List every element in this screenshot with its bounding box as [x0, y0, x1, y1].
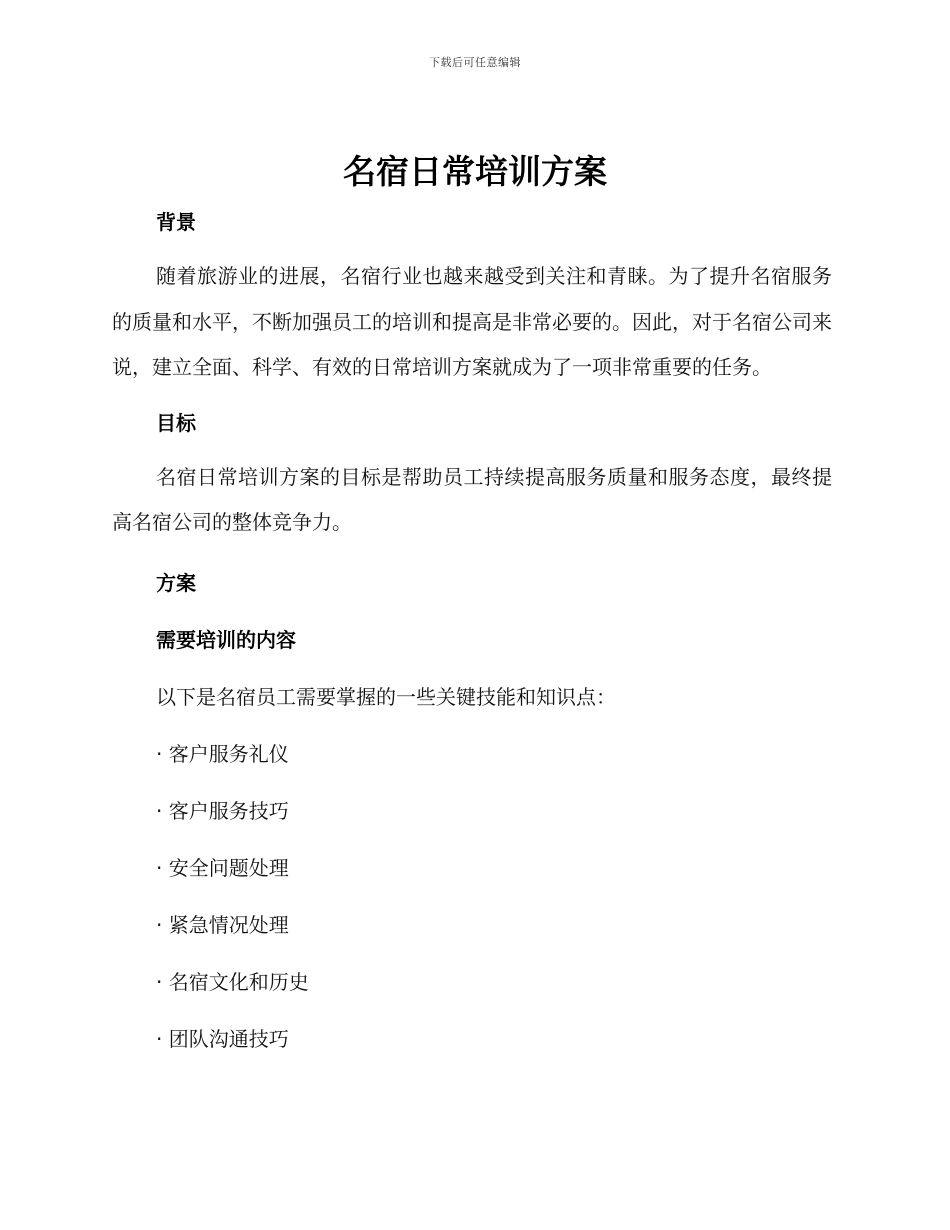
- page-header-note: 下载后可任意编辑: [429, 56, 521, 69]
- background-paragraph: 随着旅游业的进展，名宿行业也越来越受到关注和青睐。为了提升名宿服务的质量和水平，不断加强员工的培训和提高是非常必要的。因此，对于名宿公司来说，建立全面、科学、有效的日常培训方案就成为了一项非常重要的任务。: [112, 264, 832, 379]
- training-intro: 以下是名宿员工需要掌握的一些关键技能和知识点：: [156, 684, 616, 709]
- section-heading-goal: 目标: [156, 410, 196, 435]
- list-item: · 客户服务礼仪: [156, 741, 289, 766]
- goal-paragraph: 名宿日常培训方案的目标是帮助员工持续提高服务质量和服务态度，最终提高名宿公司的整体竞争力。: [112, 464, 832, 534]
- subsection-heading-training-content: 需要培训的内容: [156, 627, 296, 652]
- list-item: · 团队沟通技巧: [156, 1026, 289, 1051]
- list-item: · 紧急情况处理: [156, 912, 289, 937]
- list-item: · 名宿文化和历史: [156, 969, 309, 994]
- section-heading-background: 背景: [156, 210, 196, 234]
- document-title: 名宿日常培训方案: [343, 152, 607, 191]
- list-item: · 客户服务技巧: [156, 798, 289, 823]
- document-body: [112, 202, 832, 1059]
- section-heading-plan: 方案: [156, 570, 196, 595]
- list-item: · 安全问题处理: [156, 855, 289, 880]
